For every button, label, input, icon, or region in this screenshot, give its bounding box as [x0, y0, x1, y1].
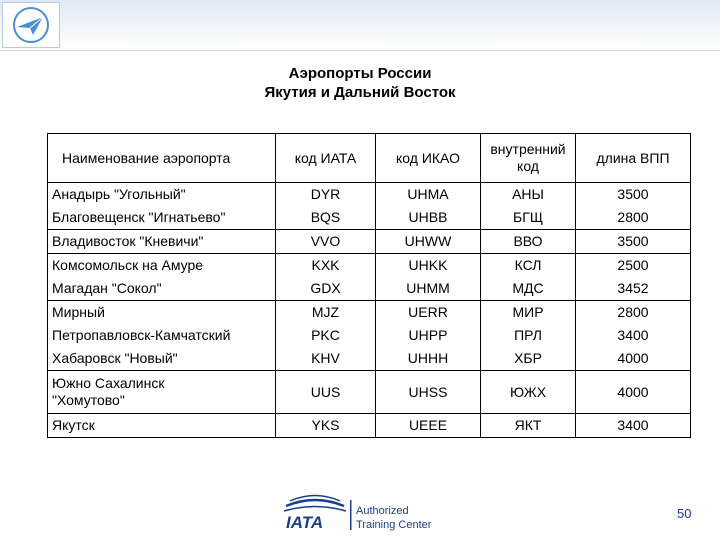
runway-length: 2500 — [617, 257, 649, 273]
cell-icao — [376, 371, 481, 414]
cell-domestic — [481, 230, 576, 254]
iata-code: KHV — [311, 350, 340, 366]
cell-name — [48, 371, 276, 414]
cell-domestic — [481, 414, 576, 438]
domestic-code: ВВО — [513, 233, 543, 249]
cell-domestic — [481, 254, 576, 301]
iata-code: BQS — [310, 209, 341, 225]
header-domestic — [481, 134, 576, 183]
cell-runway — [576, 254, 691, 301]
domestic-code: ЯКТ — [514, 417, 542, 433]
icao-code: UHMM — [406, 280, 450, 296]
cell-domestic — [481, 183, 576, 230]
cell-name — [48, 183, 276, 230]
page-title — [160, 64, 560, 102]
header-iata: код ИАТА — [276, 134, 376, 183]
icao-code: UHHH — [407, 350, 449, 366]
logo-divider — [350, 500, 352, 530]
iata-training-logo — [280, 492, 440, 532]
airport-name: Магадан "Сокол" — [52, 280, 162, 296]
iata-globe-icon — [284, 496, 346, 512]
airport-name-line-1: Южно Сахалинск — [52, 375, 165, 391]
runway-length: 3400 — [617, 327, 649, 343]
cell-runway — [576, 371, 691, 414]
cell-icao — [376, 301, 481, 371]
paper-plane-icon — [7, 5, 55, 45]
airport-name: Мирный — [52, 304, 105, 320]
title-line-1: Аэропорты России — [288, 65, 432, 82]
iata-code: KXK — [311, 257, 340, 273]
iata-code: DYR — [310, 186, 341, 202]
icao-code: UHKK — [408, 257, 448, 273]
cell-runway — [576, 230, 691, 254]
airport-name: Якутск — [52, 417, 95, 433]
table-row — [48, 371, 691, 414]
airport-name: Петропавловск-Камчатский — [52, 327, 231, 343]
runway-length: 3400 — [617, 417, 649, 433]
icao-code: UHWW — [404, 233, 452, 249]
header-domestic-line-2: код — [517, 158, 539, 174]
domestic-code: БГЩ — [513, 209, 543, 225]
cell-iata — [276, 371, 376, 414]
cell-name — [48, 301, 276, 371]
logo-box — [2, 2, 60, 48]
airport-name: Владивосток "Кневичи" — [52, 233, 204, 249]
table-row — [48, 254, 691, 301]
iata-brand-text: IATA — [286, 513, 324, 532]
cell-iata — [276, 254, 376, 301]
header-icao: код ИКАО — [376, 134, 481, 183]
runway-length: 3500 — [617, 186, 649, 202]
icao-code: UHPP — [408, 327, 448, 343]
domestic-code: ХБР — [514, 350, 542, 366]
runway-length: 3452 — [617, 280, 649, 296]
domestic-code: КСЛ — [514, 257, 542, 273]
icao-code: UEEE — [408, 417, 448, 433]
table-row — [48, 230, 691, 254]
cell-icao — [376, 254, 481, 301]
domestic-code: МИР — [512, 304, 544, 320]
airport-name: Комсомольск на Амуре — [52, 257, 204, 273]
icao-code: UHBB — [408, 209, 448, 225]
iata-code: MJZ — [311, 304, 340, 320]
training-center-text: Training Center — [356, 519, 432, 531]
cell-domestic — [481, 371, 576, 414]
cell-iata — [276, 414, 376, 438]
cell-runway — [576, 301, 691, 371]
page-number: 50 — [677, 506, 692, 521]
cell-icao — [376, 183, 481, 230]
iata-code: GDX — [310, 280, 341, 296]
runway-length: 4000 — [617, 384, 649, 400]
cell-iata — [276, 183, 376, 230]
domestic-code: МДС — [512, 280, 544, 296]
runway-length: 2800 — [617, 304, 649, 320]
domestic-code: АНЫ — [512, 186, 544, 202]
authorized-text: Authorized — [356, 505, 409, 517]
header-domestic-line-1: внутренний — [490, 141, 566, 157]
iata-code: YKS — [311, 417, 340, 433]
cell-runway — [576, 183, 691, 230]
cell-name — [48, 230, 276, 254]
cell-icao — [376, 414, 481, 438]
runway-length: 4000 — [617, 350, 649, 366]
domestic-code: ЮЖХ — [509, 384, 547, 400]
header-band — [0, 0, 720, 51]
airport-name: Благовещенск "Игнатьево" — [52, 209, 226, 225]
table-header-row — [48, 134, 691, 183]
airport-name: Хабаровск "Новый" — [52, 350, 178, 366]
runway-length: 3500 — [617, 233, 649, 249]
cell-runway — [576, 414, 691, 438]
iata-code: UUS — [310, 384, 341, 400]
header-name: Наименование аэропорта — [48, 134, 276, 183]
icao-code: UHMA — [407, 186, 449, 202]
iata-code: VVO — [310, 233, 341, 249]
cell-domestic — [481, 301, 576, 371]
cell-icao — [376, 230, 481, 254]
airport-name: Анадырь "Угольный" — [52, 186, 186, 202]
cell-name — [48, 414, 276, 438]
iata-code: PKC — [311, 327, 340, 343]
cell-iata — [276, 230, 376, 254]
table-row — [48, 183, 691, 230]
domestic-code: ПРЛ — [514, 327, 542, 343]
title-line-2: Якутия и Дальний Восток — [264, 84, 456, 101]
cell-iata — [276, 301, 376, 371]
airports-table — [47, 133, 691, 438]
table-row — [48, 414, 691, 438]
cell-name — [48, 254, 276, 301]
table-row — [48, 301, 691, 371]
header-runway: длина ВПП — [576, 134, 691, 183]
icao-code: UERR — [408, 304, 448, 320]
icao-code: UHSS — [408, 384, 448, 400]
runway-length: 2800 — [617, 209, 649, 225]
airport-name-line-2: "Хомутово" — [52, 392, 125, 408]
